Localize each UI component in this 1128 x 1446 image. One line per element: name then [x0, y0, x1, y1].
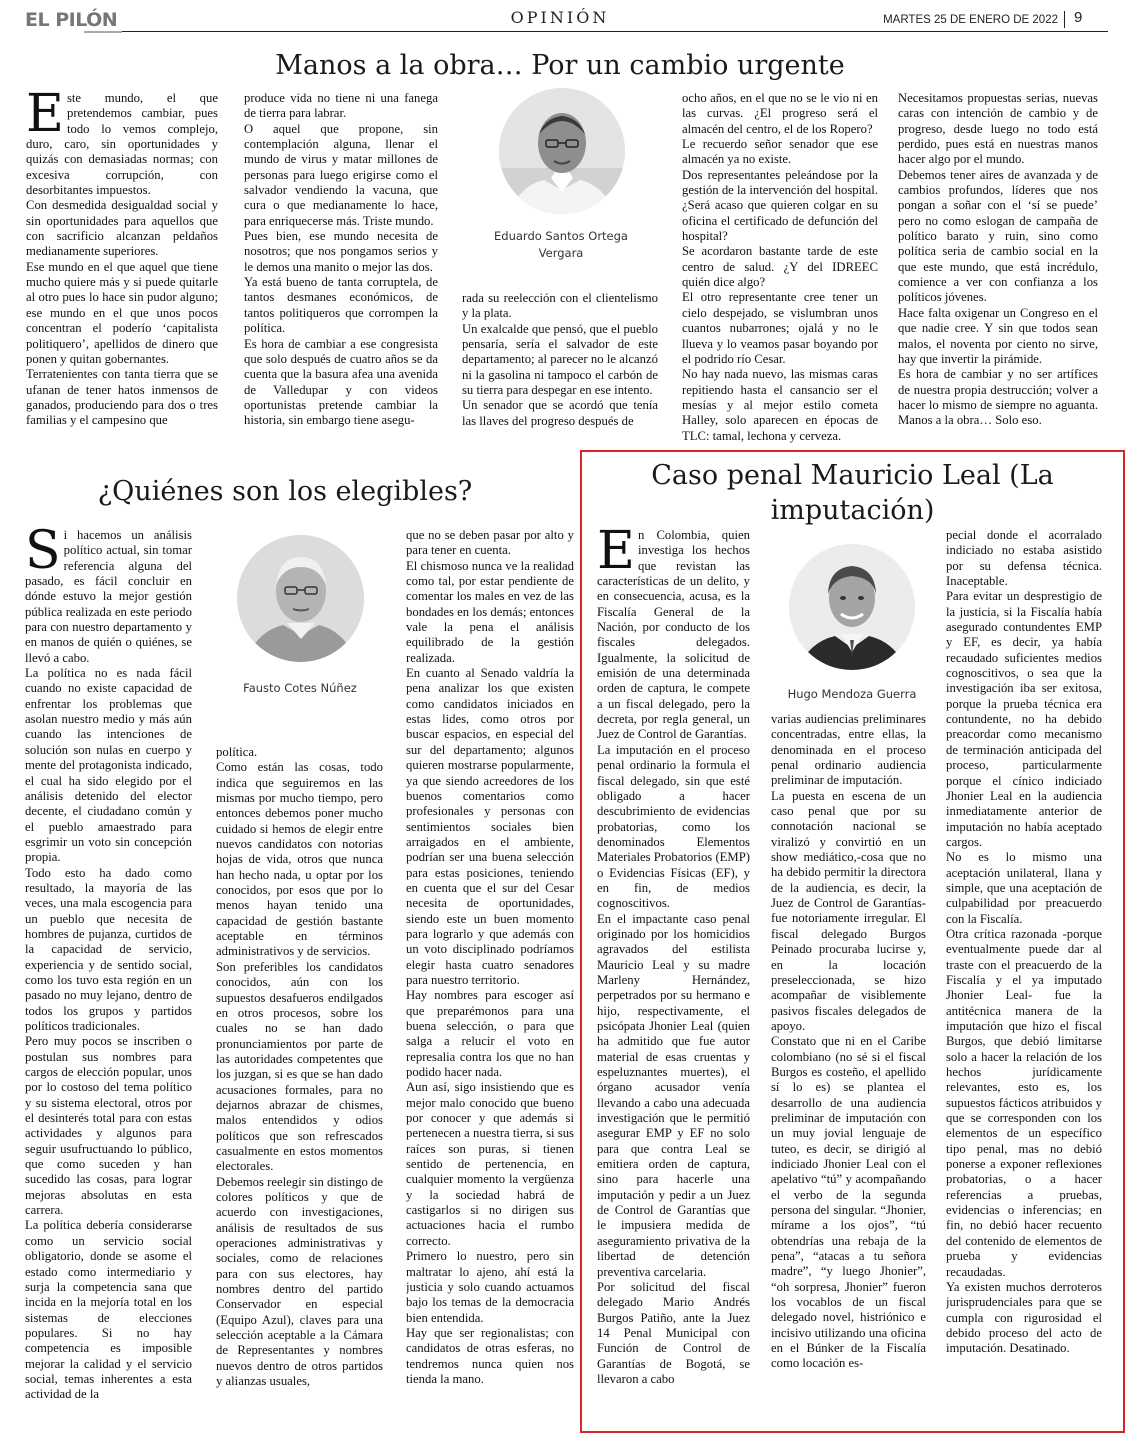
article-column	[26, 91, 218, 447]
column-text: i hacemos un análisis político actual, sin tomar referencia alguna del pasado, es fácil concluir en dónde estuvo la mejor gestión pública realizada en este periodo para con nuestro departamento y en manos de quién o quiénes, se llevó a cabo. La política no es nada fácil cuando no existe capacidad de enfrentar los problemas que asolan nuestro medio y más aún cuando las intenciones de solución son nulas en cuerpo y mente del protagonista indicado, el cual ha sido elegido por el análisis detenido del elector decente, el ciudadano común y el pueblo amaestrado para esgrimir un voto sin concepción propia. Todo esto ha dado como resultado, la mayoría de las veces, una mala escogencia para un pueblo que necesita de hombres de pujanza, curtidos de la capacidad de servicio, experiencia y de sentido social, como los tuvo esta región en un pasado no muy lejano, dentro de todos los grupos y partidos políticos tradicionales. Pero muy pocos se inscriben o postulan sus nombres para cargos de elección popular, unos por lo costoso del tema político y su sistema electoral, otros por el desinterés total para con estas actividades y algunos para seguir usufructuando lo público, que como suceden y han sucedido las cosas, para lograr mejoras absolutas en esta carrera. La política debería considerarse como un servicio social obligatorio, donde se asome el estado como intermediario y surja la competencia sana que incida en la mejoría total en los sistemas de elecciones populares. Si no hay competencia es imposible mejorar la calidad y el servicio social, temas inherentes a esta actividad de la	[25, 528, 192, 1402]
author-photo	[499, 88, 625, 214]
column-text: política. Como están las cosas, todo indica que seguiremos en las mismas por mucho tiempo, pero entonces debemos poner mucho cuidado si hemos de elegir entre nuevos candidatos con notorias hojas de vida, otros que nunca han hecho nada, u optar por los conocidos, por esos que por lo menos hayan tenido una capacidad de gestión bastante aceptable en términos administrativos y de servicios. Son preferibles los candidatos conocidos, aún con los supuestos desafueros endilgados en otros procesos, sobre los cuales no se han dado pronunciamientos por parte de las autoridades competentes que los juzgan, si es que se han dado acusaciones formales, para no dejarnos abrazar de chismes, malos entendidos y odios políticos que son refrescados casualmente en estos momentos electorales. Debemos reelegir sin distingo de colores políticos y que de acuerdo con investigaciones, análisis de resultados de sus operaciones administrativas y sociales, como de relaciones para con sus electores, hay nombres dentro del partido Conservador en especial (Equipo Azul), claves para una selección aceptable a la Cámara de Representantes y nombres nuevos dentro de otros partidos y alianzas usuales,	[216, 745, 383, 1389]
column-text: Necesitamos propuestas serias, nuevas caras con intención de cambio y de progreso, desde luego no todo está perdido, pues está en nuestras manos hacer algo por el mundo. Debemos tener aires de avanzada y de cambios profundos, líderes que nos pongan a soñar con el ‘sí se puede’ pero no como eslogan de campaña de político barato y ruin, sino como política seria de cambio social en la que este mundo, que está incrédulo, comience a ver con confianza a los políticos jóvenes. Hace falta oxigenar un Congreso en el que nadie cree. Y sin que todos sean malos, el noventa por ciento no sirve, hay que invertir la pirámide. Es hora de cambiar y no ser artífices de nuestra propia destrucción; volver a hacer lo mismo de siempre no aguanta. Manos a la obra… Solo eso.	[898, 91, 1098, 428]
article-column	[682, 91, 878, 447]
author-name: Eduardo Santos Ortega Vergara	[494, 229, 628, 260]
article-headline: Manos a la obra… Por un cambio urgente	[275, 50, 845, 81]
column-text: pecial donde el acorralado indiciado no estaba asistido por su defensa técnica. Inaceptable. Para evitar un desprestigio de la justicia, si la Fiscalía había asegurado contundentes EMP y EF, es decir, ya había recaudado suficientes medios cognoscitivos, o sea que la investigación iba ser exitosa, porque la prueba técnica era contundente, no ha debido preacordar como mecanismo de terminación anticipada del proceso, particularmente porque el cínico indiciado Jhonier Leal en la audiencia inmediatamente anterior de imputación no había aceptado cargos. No es lo mismo una aceptación unilateral, llana y simple, que una aceptación de culpabilidad por preacuerdo con la Fiscalía. Otra crítica razonada -porque eventualmente puede dar al traste con el preacuerdo de la Fiscalía y el ya imputado Jhonier Leal- fue la antitécnica manera de la imputación que hizo el fiscal Burgos, que debió limitarse solo a hacer la relación de los hechos jurídicamente relevantes, esto es, los supuestos fácticos atribuidos y que se corresponden con los elementos de un específico tipo penal, mas no debió ponerse a exponer reflexiones probatorias, o a hacer referencias a pruebas, evidencias o inferencias; en fin, no debió hacer recuento del contenido de elementos de prueba y evidencias recaudadas. Ya existen muchos derroteros jurisprudenciales para que se cumpla con rigurosidad el debido proceso del acto de imputación. Desatinado.	[946, 528, 1102, 1356]
logo-tagline	[84, 31, 122, 33]
article-column	[898, 91, 1098, 447]
column-text: n Colombia, quien investiga los hechos que revistan las características de un delito, y en consecuencia, acusa, es la Fiscalía General de la Nación, por conducto de los fiscales delegados. Igualmente, la solicitud de emisión de una determinada orden de captura, le compete a un fiscal delegado, pero la decreta, por regla general, un Juez de Control de Garantías. La imputación en el proceso penal ordinario la formula el fiscal delegado, sin que esté obligado a hacer descubrimiento de evidencias probatorias, como los denominados Elementos Materiales Probatorios (EMP) o Evidencias Físicas (EF), y en fin, de medios cognoscitivos. En el impactante caso penal originado por los homicidios agravados del estilista Mauricio Leal y su madre Marleny Hernández, perpetrados por su hermano e hijo, respectivamente, el psicópata Jhonier Leal (quien ha admitido que fue autor material de esas cruentas y espeluznantes muertes), el órgano acusador venía llevando a cabo una adecuada investigación que le permitió asegurar EMP y EF no solo para que contra Leal se emitiera orden de captura, sino para hacerle una imputación y pedir a un Juez de Control de Garantías que le impusiera medida de aseguramiento privativa de la libertad de detención preventiva carcelaria. Por solicitud del fiscal delegado Mario Andrés Burgos Patiño, ante la Juez 14 Penal Municipal con Función de Control de Garantías de Bogotá, se llevaron a cabo	[597, 528, 750, 1386]
page-number: 9	[1074, 9, 1083, 26]
column-text: varias audiencias preliminares concentradas, entre ellas, la denominada en el proceso penal ordinario audiencia preliminar de imputación. La puesta en escena de un caso penal que por su connotación nacional se viralizó y convirtió en un show mediático,-cosa que no ha debido permitir la directora de la audiencia, es decir, la Juez de Control de Garantías- fue notoriamente irregular. El fiscal delegado Burgos Peinado procuraba lucirse y, en la locación preseleccionada, se hizo acompañar de visiblemente pasivos fiscales delegados de apoyo. Constato que ni en el Caribe colombiano (no sé si el fiscal Burgos es costeño, el apellido sí lo es) se plantea el desarrollo de una audiencia preliminar de imputación con un muy jovial lenguaje de tuteo, es decir, se dirigió al indiciado Jhonier Leal con el apelativo “tú” y acompañando el verbo de la segunda persona del singular. “Jhonier, mírame a los ojos”, “tú obtendrías una rebaja de la pena”, “atacas a tu señora madre”, “y luego Jhonier”, “oh sorpresa, Jhonier” fueron los vocablos de un fiscal delegado novel, histriónico e incisivo utilizando una oficina en el Búnker de la Fiscalía como locación es-	[771, 712, 926, 1371]
drop-cap: E	[26, 91, 64, 144]
article-headline: Caso penal Mauricio Leal (La imputación)	[651, 460, 1054, 526]
column-text: produce vida no tiene ni una fanega de tierra para labrar. O aquel que propone, sin contemplación alguna, llenar el mundo de virus y matar millones de personas para luego erigirse como el salvador vendiendo la vacuna, que cura o que medianamente lo hace, para enriquecerse más. Triste mundo. Pues bien, ese mundo necesita de nosotros; que nos pongamos serios y le demos una manito o mejor las dos. Ya está bueno de tanta corruptela, de tantos desmanes económicos, de tantos politiqueros que corrompen la política. Es hora de cambiar a ese congresista que solo después de cuatro años se da cuenta que la basura afea una avenida de Valledupar y con videos oportunistas pretende cambiar la historia, sin embargo tiene asegu-	[244, 91, 438, 428]
author-name: Hugo Mendoza Guerra	[787, 687, 917, 701]
date-divider	[1064, 11, 1065, 28]
article-column	[771, 712, 926, 1418]
masthead	[0, 0, 1128, 36]
author-name: Fausto Cotes Núñez	[243, 681, 357, 695]
drop-cap: S	[25, 528, 61, 581]
article-column	[244, 91, 438, 447]
article-column	[25, 528, 192, 1426]
article-column	[216, 745, 383, 1417]
article-column	[946, 528, 1102, 1418]
article-column	[406, 528, 574, 1418]
article-column	[462, 291, 658, 447]
issue-date: MARTES 25 DE ENERO DE 2022	[883, 14, 1058, 26]
section-title: OPINIÓN	[510, 8, 610, 27]
article-column	[597, 528, 750, 1418]
author-photo	[237, 535, 364, 662]
column-text: ste mundo, el que pretendemos cambiar, pues todo lo vemos complejo, duro, caro, sin oportunidades y quizás con demasiadas normas; con excesiva corrupción, con desorbitantes impuestos. Con desmedida desigualdad social y sin oportunidades para aquellos que con sacrificio alcanzan peldaños medianamente superiores. Ese mundo en el que aquel que tiene mucho quiere más y si puede quitarle al otro pues lo hace sin pudor alguno; ese mundo en el que unos pocos concentran el poderío ‘capitalista politiquero’, apellidos de dinero que ponen y quitan gobernantes. Terratenientes con tanta tierra que se ufanan de tener hatos inmensos de ganados, produciendo para dos o tres familias y el campesino que	[26, 91, 218, 428]
author-photo	[789, 544, 915, 670]
column-text: ocho años, en el que no se le vio ni en las curvas. ¿El progreso será el almacén del centro, el de los Ropero? Le recuerdo señor senador que ese almacén ya no existe. Dos representantes peleándose por la gestión de la intervención del hospital. ¿Será acaso que quieren colgar en su oficina el certificado de defunción del hospital? Se acordaron bastante tarde de este centro de salud. ¿Y del IDREEC quién dice algo? El otro representante cree tener un cielo despejado, se vislumbran unos cuantos nubarrones; ojalá y no le llueva y lo veamos pasar boyando por el podrido río Cesar. No hay nada nuevo, las mismas caras repitiendo hasta el cansancio ser el mesías y al mejor estilo cometa Halley, solo aparecen en épocas de TLC: tamal, lechona y cerveza.	[682, 91, 878, 443]
column-text: que no se deben pasar por alto y para tener en cuenta. El chismoso nunca ve la realidad como tal, por estar pendiente de comentar los males en vez de las bondades en los demás; entonces vale la pena el análisis equilibrado de la gestión realizada. En cuanto al Senado valdría la pena analizar los que existen como candidatos iniciados en estas lides, como otros por buscar espacios, en especial del sur del departamento; algunos quieren mostrarse popularmente, ya que siendo acreedores de los buenos comentarios como profesionales y personas con sentimientos sociales bien arraigados en el ambiente, podrían ser una buena selección para estas posiciones, teniendo en cuenta que el sur del Cesar necesita de oportunidades, siendo este un buen momento para lograrlo y que además con un voto disciplinado podríamos elegir hasta cuatro senadores para nuestro territorio. Hay nombres para escoger así que preparémonos para una buena selección, o para que salga a relucir el voto en represalia contra los que no han podido hacer nada. Aun así, sigo insistiendo que es mejor malo conocido que bueno por conocer y que además si pertenecen a nuestra tierra, si sus raíces son puras, si tienen sentido de pertenencia, en cualquier momento la vergüenza y la sociedad habrá de castigarlos si no dirigen sus actuaciones hacia el rumbo correcto. Primero lo nuestro, pero sin maltratar lo ajeno, ahí está la justicia y solo cuando actuamos bajo los temas de la democracia bien entendida. Hay que ser regionalistas; con candidatos de otras esferas, no tendremos nunca quien nos tienda la mano.	[406, 528, 574, 1386]
drop-cap: E	[597, 528, 635, 581]
logo: EL PILÓN	[25, 9, 118, 31]
column-text: rada su reelección con el clientelismo y la plata. Un exalcalde que pensó, que el pueblo pensaría, sería el salvador de este departamento; al parecer no le alcanzó ni la gasolina ni tampoco el carbón de su tierra para despegar en ese intento. Un senador que se acordó que tenía las llaves del progreso después de	[462, 291, 658, 428]
article-headline: ¿Quiénes son los elegibles?	[97, 476, 473, 507]
masthead-rule	[122, 31, 1108, 32]
